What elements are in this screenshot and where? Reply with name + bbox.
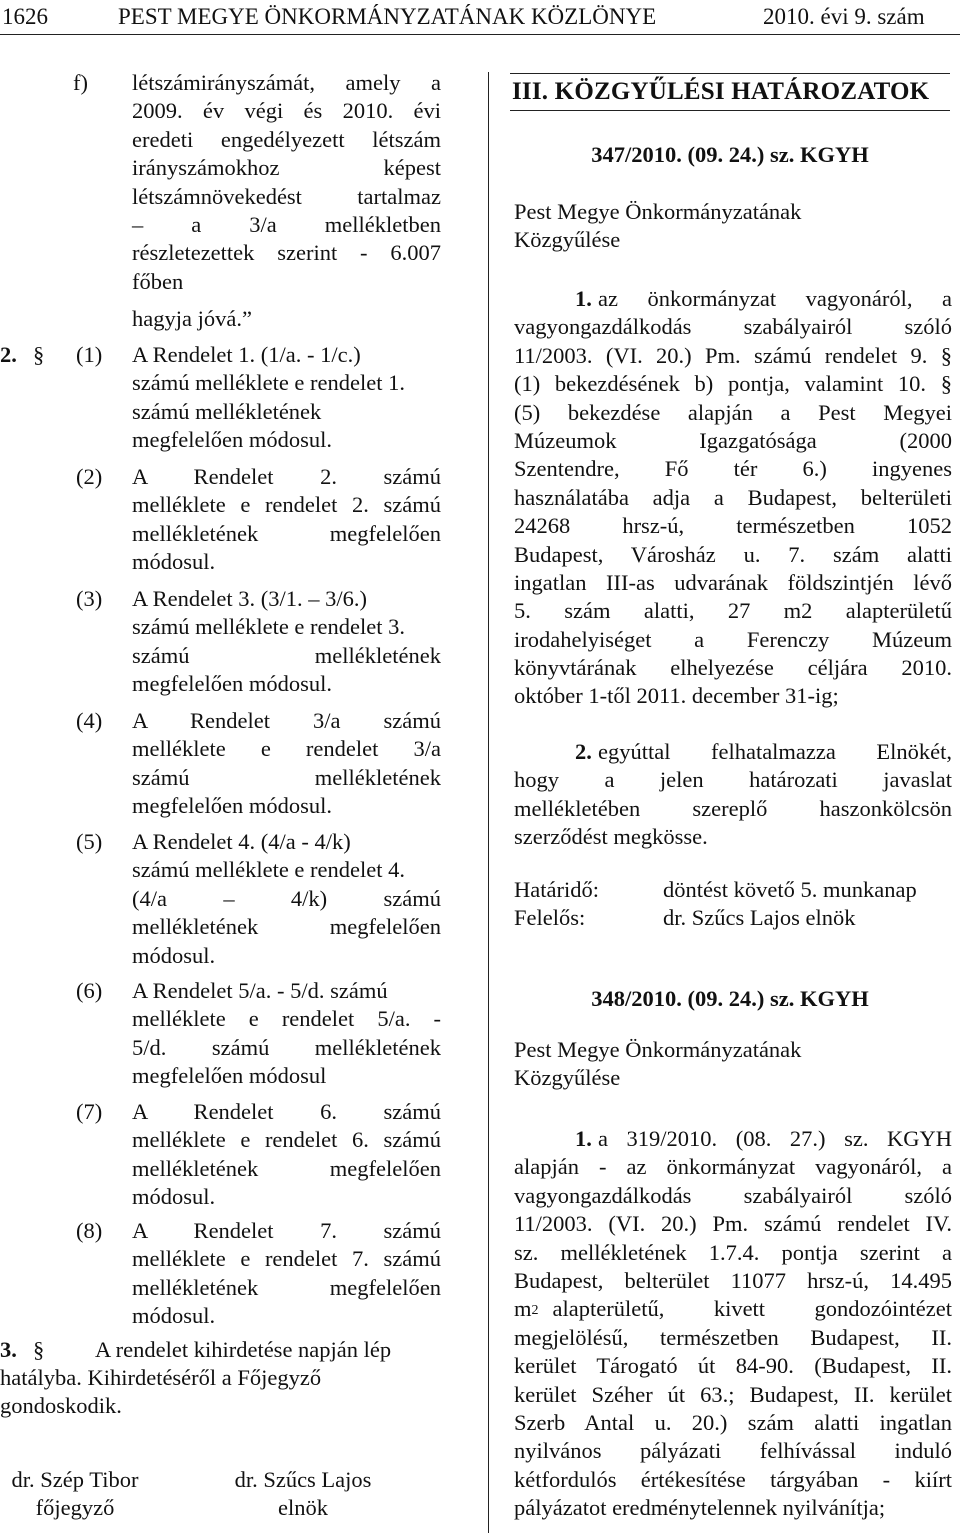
text-line: 2009. év végi és 2010. évi (132, 98, 441, 124)
text-line: megfelelően módosul. (132, 793, 332, 819)
issue-label: 2010. évi 9. szám (763, 4, 925, 29)
resolution-347-point-1-number: 1. (575, 286, 592, 311)
text-line: nyilvános pályázati felhívással induló (514, 1438, 952, 1464)
text-line: alapján - az önkormányzat vagyonáról, a (514, 1154, 952, 1180)
text-line: kétfordulós értékesítése tárgyában - kiírt (514, 1466, 952, 1492)
section-title: III. KÖZGYŰLÉSI HATÁROZATOK (512, 78, 930, 105)
signature-name-president: dr. Szűcs Lajos (234, 1467, 372, 1492)
signature-name-chief-notary: dr. Szép Tibor (11, 1467, 139, 1492)
paragraph-6-number: (6) (76, 978, 103, 1003)
text-line: Múzeumok Igazgatósága (2000 (514, 427, 952, 453)
paragraph-3-number: (3) (76, 586, 103, 611)
text-line: mellékletében szereplő haszonkölcsön (514, 795, 952, 821)
text-line: Szentendre, Fő tér 6.) ingyenes (514, 456, 952, 482)
text-line: 11/2003. (VI. 20.) Pm. számú rendelet 9. § (514, 342, 952, 368)
text-line: létszámnövekedést tartalmaz (132, 183, 441, 209)
signature-title-president: elnök (278, 1495, 328, 1520)
responsible-value: dr. Szűcs Lajos elnök (663, 905, 856, 930)
text-line: pályázatot eredménytelennek nyilvánítja; (514, 1495, 886, 1521)
section-3-number: 3. (0, 1337, 17, 1362)
paragraph-5-text (132, 828, 441, 970)
paragraph-3-text (132, 585, 441, 699)
text-line: irodahelyiséget a Ferenczy Múzeum (514, 626, 952, 652)
text-line: megfelelően módosul. (132, 427, 332, 453)
text-line: mellékletének megfelelően (132, 520, 441, 546)
paragraph-8-number: (8) (76, 1218, 103, 1243)
text-line: ingatlan III-as udvarának földszintjén lévő (514, 569, 952, 595)
text-line: módosul. (132, 549, 216, 575)
section-2-number: 2. (0, 342, 17, 367)
area-line: m $^2$ alapterületű, kivett gondozóintézet (514, 1295, 952, 1323)
text-line: melléklete e rendelet 6. számú (132, 1127, 441, 1153)
column-divider (488, 72, 489, 1533)
text-line: (5) bekezdése alapján a Pest Megyei (514, 399, 952, 425)
deadline-label: Határidő: (514, 877, 599, 902)
text-line: melléklete e rendelet 5/a. - (132, 1006, 441, 1032)
resolution-347-issuer-line-1: Pest Megye Önkormányzatának (514, 199, 802, 224)
page-number: 1626 (2, 4, 48, 29)
text-line: 5. szám alatti, 27 m2 alapterületű (514, 598, 952, 624)
text-line: A Rendelet 5/a. - 5/d. számú (132, 978, 388, 1003)
text-line: A Rendelet 7. számú (132, 1218, 441, 1243)
text-line: megjelölésű, természetben Budapest, II. (514, 1324, 952, 1350)
resolution-347-point-2-number: 2. (575, 739, 592, 764)
text-line: megfelelően módosul (132, 1063, 327, 1089)
text-line: 5/d. számú mellékletének (132, 1034, 441, 1060)
text-line: – a 3/a mellékletben (132, 211, 441, 237)
paragraph-8-text (132, 1217, 441, 1331)
signature-title-chief-notary: főjegyző (35, 1495, 115, 1520)
approve-text: hagyja jóvá.” (132, 306, 252, 331)
text-line: A Rendelet 6. számú (132, 1099, 441, 1124)
text-line: melléklete e rendelet 7. számú (132, 1246, 441, 1272)
resolution-348-point-1-number: 1. (575, 1126, 592, 1151)
text-line: főben (132, 268, 184, 294)
text-line: vagyongazdálkodás szabályairól szóló (514, 314, 952, 340)
section-3-line-1: A rendelet kihirdetése napján lép (95, 1337, 392, 1362)
resolution-348-point-1-text (514, 1125, 952, 1522)
resolution-347-point-2-text (514, 738, 952, 852)
text-line: irányszámokhoz képest (132, 155, 441, 181)
text-line: mellékletének megfelelően (132, 1274, 441, 1300)
paragraph-6-text (132, 977, 441, 1091)
text-line: módosul. (132, 1303, 216, 1329)
paragraph-2-number: (2) (76, 464, 103, 489)
text-line: mellékletének megfelelően (132, 1155, 441, 1181)
text-line: számú melléklete e rendelet 4. (132, 857, 405, 883)
text-line: 24268 hrsz-ú, természetben 1052 (514, 513, 952, 539)
paragraph-4-number: (4) (76, 708, 103, 733)
text-line: október 1-től 2011. december 31-ig; (514, 683, 839, 709)
text-line: számú mellékletének (132, 764, 441, 790)
text-line: A Rendelet 2. számú (132, 464, 441, 489)
text-line: számú mellékletének (132, 398, 322, 424)
text-line: módosul. (132, 1184, 216, 1210)
text-line: Budapest, Városház u. 7. szám alatti (514, 541, 952, 567)
text-line: A Rendelet 3. (3/1. – 3/6.) (132, 586, 367, 611)
paragraph-1-text (132, 341, 441, 455)
text-line: kerület Tárogató út 84-90. (Budapest, II. (514, 1353, 952, 1379)
text-line: (1) bekezdésének b) pontja, valamint 10. § (514, 371, 952, 397)
text-line: A Rendelet 4. (4/a - 4/k) (132, 829, 351, 854)
publication-title: PEST MEGYE ÖNKORMÁNYZATÁNAK KÖZLÖNYE (118, 4, 657, 29)
text-line: módosul. (132, 942, 216, 968)
deadline-value: döntést követő 5. munkanap (663, 877, 917, 902)
text-line: létszámirányszámát, amely a (132, 70, 441, 95)
section-3-symbol: § (33, 1337, 45, 1362)
header-rule (0, 34, 960, 35)
section-top-rule (510, 73, 950, 74)
text-line: sz. mellékletének 1.7.4. pontja szerint a (514, 1239, 952, 1265)
resolution-347-issuer-line-2: Közgyűlése (514, 227, 621, 252)
paragraph-2-text (132, 463, 441, 577)
text-line: az önkormányzat vagyonáról, a (598, 286, 952, 311)
text-line: egyúttal felhatalmazza Elnökét, (598, 739, 952, 764)
text-line: kerület Széher út 63.; Budapest, II. kerület (514, 1381, 952, 1407)
text-line: használatába adja a Budapest, belterületi (514, 484, 952, 510)
text-line: számú melléklete e rendelet 1. (132, 370, 405, 396)
text-line: számú melléklete e rendelet 3. (132, 614, 405, 640)
resolution-348-issuer-line-1: Pest Megye Önkormányzatának (514, 1037, 802, 1062)
text-line: hogy a jelen határozati javaslat (514, 767, 952, 793)
resolution-348-number: 348/2010. (09. 24.) sz. KGYH (591, 986, 869, 1011)
text-line: Szerb Antal u. 20.) szám alatti ingatlan (514, 1409, 952, 1435)
text-line: A Rendelet 1. (1/a. - 1/c.) (132, 342, 361, 367)
paragraph-7-text (132, 1098, 441, 1212)
paragraph-5-number: (5) (76, 829, 103, 854)
text-line: (4/a – 4/k) számú (132, 885, 441, 911)
text-line: mellékletének megfelelően (132, 914, 441, 940)
text-line: részletezettek szerint - 6.007 (132, 240, 441, 266)
section-3-line-2: hatályba. Kihirdetéséről a Főjegyző (0, 1365, 322, 1390)
text-line: szerződést megkösse. (514, 824, 708, 850)
section-2-symbol: § (33, 342, 45, 367)
resolution-348-issuer-line-2: Közgyűlése (514, 1065, 621, 1090)
text-line: 11/2003. (VI. 20.) Pm. számú rendelet IV. (514, 1211, 952, 1237)
resolution-347-point-1-text (514, 285, 952, 711)
paragraph-7-number: (7) (76, 1099, 103, 1124)
responsible-label: Felelős: (514, 905, 586, 930)
resolution-347-number: 347/2010. (09. 24.) sz. KGYH (591, 142, 869, 167)
text-line: vagyongazdálkodás szabályairól szóló (514, 1182, 952, 1208)
text-line: A Rendelet 3/a számú (132, 708, 441, 733)
text-line: megfelelően módosul. (132, 671, 332, 697)
text-line: eredeti engedélyezett létszám (132, 126, 441, 152)
text-line: melléklete e rendelet 3/a (132, 736, 441, 762)
paragraph-4-text (132, 707, 441, 821)
unit-m: m (514, 1296, 532, 1322)
text-line: a 319/2010. (08. 27.) sz. KGYH (598, 1126, 952, 1151)
text-line: Budapest, belterület 11077 hrsz-ú, 14.495 (514, 1267, 952, 1293)
text-line: számú mellékletének (132, 642, 441, 668)
text-line: melléklete e rendelet 2. számú (132, 492, 441, 518)
section-3-line-3: gondoskodik. (0, 1393, 122, 1418)
item-f-label: f) (73, 70, 88, 95)
paragraph-1-number: (1) (76, 342, 103, 367)
text-line: alapterületű, kivett gondozóintézet (552, 1296, 952, 1322)
section-bottom-rule (510, 110, 950, 111)
item-f-text (132, 69, 441, 296)
text-line: könyvtárának elhelyezése céljára 2010. (514, 655, 952, 681)
